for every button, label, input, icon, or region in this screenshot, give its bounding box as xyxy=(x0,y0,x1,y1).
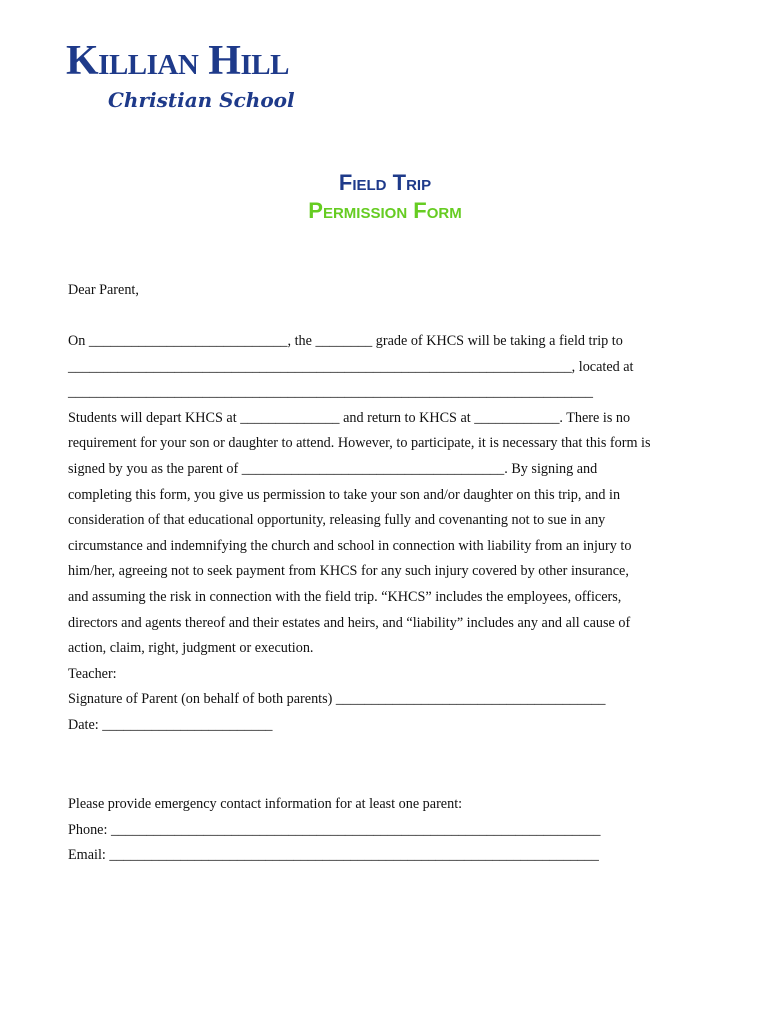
paragraph-line: Students will depart KHCS at ______________ and return to KHCS at ____________. There is no xyxy=(68,409,631,426)
logo-school-name: Killian Hill xyxy=(66,38,289,84)
logo-tagline: Christian School xyxy=(108,88,295,112)
paragraph-line: On ____________________________, the ________ grade of KHCS will be taking a field trip to xyxy=(68,333,623,349)
paragraph-line: completing this form, you give us permission to take your son and/or daughter on this trip, and in xyxy=(68,486,621,503)
paragraph-line: directors and agents thereof and their estates and heirs, and “liability” includes any and all cause of xyxy=(68,614,631,631)
greeting-text: Dear Parent, xyxy=(68,282,139,298)
greeting xyxy=(68,278,708,304)
school-logo xyxy=(66,40,366,120)
paragraph-line: action, claim, right, judgment or execution. xyxy=(68,640,314,657)
parent-signature-line: Signature of Parent (on behalf of both parents) ______________________________________ xyxy=(68,691,606,708)
emergency-contact-section xyxy=(68,792,708,869)
form-title-line2: Permission Form xyxy=(308,198,462,223)
permission-paragraph xyxy=(68,329,708,739)
teacher-line: Teacher: xyxy=(68,665,117,682)
paragraph-line: _______________________________________________________________________, located at xyxy=(68,358,634,375)
paragraph-line: and assuming the risk in connection with the field trip. “KHCS” includes the employees, officers, xyxy=(68,588,622,605)
emergency-instructions: Please provide emergency contact information for at least one parent: xyxy=(68,796,463,812)
paragraph-line: circumstance and indemnifying the church and school in connection with liability from an injury to xyxy=(68,537,632,554)
paragraph-line: consideration of that educational opportunity, releasing fully and covenanting not to sue in any xyxy=(68,512,606,529)
paragraph-line: signed by you as the parent of _____________________________________. By signing and xyxy=(68,460,598,477)
email-line: Email: _____________________________________________________________________ xyxy=(68,847,599,864)
paragraph-line: him/her, agreeing not to seek payment from KHCS for any such injury covered by other insurance, xyxy=(68,563,629,580)
date-line: Date: ________________________ xyxy=(68,716,273,733)
phone-line: Phone: _____________________________________________________________________ xyxy=(68,821,601,838)
form-title-line1: Field Trip xyxy=(338,170,432,195)
paragraph-line: __________________________________________________________________________ xyxy=(68,384,593,401)
paragraph-line: requirement for your son or daughter to attend. However, to participate, it is necessary that this form is xyxy=(68,435,651,452)
